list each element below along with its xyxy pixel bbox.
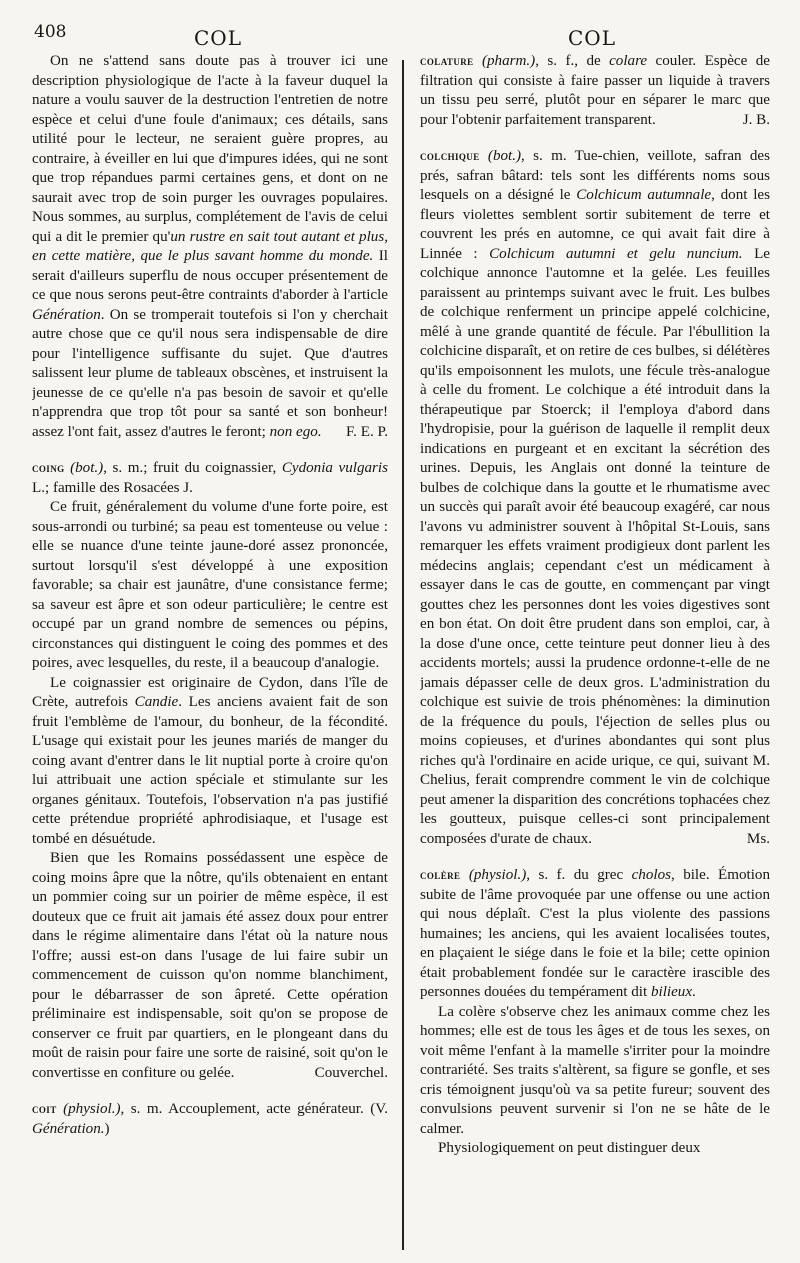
headword: colère <box>420 868 461 882</box>
entry-colchique: colchique (bot.), s. m. Tue-chien, veillote, safran des prés, safran bâtard: tels sont les différents noms sous lesquels on a désigné le Colchicum autumnale, dont les fleurs violettes semblent sortir subitement de terre et couvrent les prés en automne, ce qui avait fait dire à Linnée : Colchicum autumni et gelu nuncium. Le colchique annonce l'automne et la gelée. Les feuilles paraissent au printemps suivant avec le fruit. Les bulbes de colchique renferment un principe appelé colchicine, mêlé à une grande quantité de fécule. Par l'ébullition la colchicine disparaît, et on retire de ces bulbes, si délétères qu'ils empoisonnent les mulots, une fécule très-analogue à celle du froment. Le colchique a été introduit dans la thérapeutique par Stoerck; il l'employa d'abord dans l'hydropisie, pour la guérison de laquelle il remplit deux indications en purgeant et en excitant la sécrétion des urines. Depuis, les Anglais ont donné la teinture de bulbes de colchique dans la goutte et le rhumatisme avec un succès qui paraît avoir été beaucoup exagéré, car nous l'avons vu administrer souvent à l'hôpital St-Louis, sans remarquer les effets vraiment prodigieux dont parlent les médecins anglais; cependant c'est un médicament à essayer dans le cas de goutte, en commençant par vingt gouttes chez les personnes dont les voies digestives sont en bon état. On doit être prudent dans son emploi, car, à la dose d'une once, cette teinture peut donner lieu à des accidents mortels; aussi la prudence ordonne-t-elle de ne jamais dépasser celle de deux gros. L'administration du colchique est suivie de trois phénomènes: la diminution de la fréquence du pouls, l'éjection de selles plus ou moins copieuses, et d'urines abondantes qui sont plus riches qu'à l'ordinaire en acide urique, ce qui, suivant M. Chelius, ferait comprendre comment le vin de colchique peut amener la disparition des concrétions tophacées chez les goutteux, puisque celles-ci sont principalement composées d'urate de chaux. Ms. <box>420 147 770 849</box>
signature: J. B. <box>742 111 770 128</box>
running-head-right: COL <box>568 26 616 50</box>
entry-colature: colature (pharm.), s. f., de colare couler. Espèce de filtration qui consiste à faire passer un liquide à travers un tissu peu serré, plutôt pour en séparer le marc que pour l'obtenir parfaitement transparent. J. B. <box>420 52 770 130</box>
page-number: 408 <box>34 22 67 42</box>
paragraph: Ce fruit, généralement du volume d'une forte poire, est sous-arrondi ou turbiné; sa peau est tomenteuse ou velue : elle se nuance d'une teinte jaune-doré assez prononcée, surtout lorsqu'il s'est développé à une exposition favorable; sa chair est jaunâtre, d'une consistance ferme; sa saveur est âpre et son odeur particulière; le centre est occupé par un grand nombre de semences ou pépins, circonstances qui distinguent le coing des pommes et des poires, avec lesquelles, du reste, il a beaucoup d'analogie. <box>32 499 388 671</box>
paragraph: Physiologiquement on peut distinguer deux <box>438 1140 701 1156</box>
right-column <box>420 52 770 1252</box>
signature: Ms. <box>746 830 770 847</box>
entry-colere: colère (physiol.), s. f. du grec cholos, bile. Émotion subite de l'âme provoquée par une offense ou une action qui nous déplaît. C'est la plus violente des passions humaines; les anciens, qui les avaient localisées toutes, en plaçaient le siége dans le foie et la bile; cette opinion était probablement fondée sur le caractère irascible des personnes douées du tempérament dit bilieux. <box>420 867 770 1000</box>
headword: colature <box>420 54 474 68</box>
entry-coit: coit (physiol.), s. m. Accouplement, acte générateur. (V. Génération.) <box>32 1101 388 1137</box>
headword: coit <box>32 1102 57 1116</box>
signature: Couverchel. <box>314 1064 388 1081</box>
paragraph: Le coignassier est originaire de Cydon, dans l'île de Crète, autrefois Candie. Les anciens avaient fait de son fruit l'emblème de l'amour, du bonheur, de la fécondité. L'usage qui existait pour les jeunes mariés de manger du coing avant d'entrer dans le lit nuptial porte à croire qu'on lui attribuait une action spéciale et stimulante sur les organes génitaux. Toutefois, l'observation n'a pas justifié cette prétendue propriété aphrodisiaque, et l'usage est tombé en désuétude. <box>32 674 388 847</box>
headword: coing <box>32 461 65 475</box>
signature: F. E. P. <box>346 423 388 440</box>
paragraph: La colère s'observe chez les animaux comme chez les hommes; elle est de tous les âges et de tous les sexes, on voit même l'enfant à la mamelle s'irriter pour la moindre contrariété. Ses traits s'altèrent, sa figure se gonfle, et ses cris témoignent jusqu'où va sa petite fureur; souvent des convulsions peuvent survenir si l'on ne se hâte de le calmer. <box>420 1003 770 1137</box>
running-head-left: COL <box>194 26 242 50</box>
intro-paragraph: On ne s'attend sans doute pas à trouver ici une description physiologique de l'acte à la faveur duquel la nature a voulu sauver de la destruction l'entretien de notre espèce et celui d'une foule d'animaux; ces détails, sans utilité pour le lecteur, ne seraient guère propres, au contraire, à éveiller en lui que d'impures idées, qui ne sont que trop répandues parmi certaines gens, et dont on ne saurait avec trop de soin purger les ouvrages populaires. Nous sommes, au surplus, complétement de l'avis de celui qui a dit le premier qu'un rustre en sait tout autant et plus, en cette matière, que le plus savant homme du monde. Il serait d'ailleurs superflu de nous occuper présentement de ce que nous serons peut-être contraints d'aborder à l'article Génération. On se tromperait toutefois si l'on y cherchait autre chose que ce qu'il nous sera indispensable de dire pour l'intelligence suffisante du sujet. Que d'autres salissent leur plume de tableaux obscènes, et instruisent la jeunesse de ce qu'elle n'a pas besoin de savoir et qu'elle n'apprendra que trop tôt pour sa santé et son bonheur! assez l'ont fait, assez d'autres le feront; non ego. F. E. P. <box>32 52 388 442</box>
headword: colchique <box>420 149 480 163</box>
entry-coing: coing (bot.), s. m.; fruit du coignassier, Cydonia vulgaris L.; famille des Rosacées J. <box>32 460 388 496</box>
page-header <box>0 0 800 56</box>
left-column <box>32 52 388 1252</box>
paragraph: Bien que les Romains possédassent une espèce de coing moins âpre que la nôtre, qu'ils obtenaient en entant un pommier coing sur un poirier de même espèce, il est douteux que ce fruit ait jamais été assez doux pour entrer dans le régime alimentaire dans l'état où la nature nous l'offre; aussi est-on dans l'usage de lui faire subir un commencement de cuisson qu'on nomme blanchiment, pour le débarrasser de son âpreté. Cette opération préliminaire est indispensable, soit qu'on se propose de conserver ce fruit par quartiers, en le plongeant dans du moût de raisin pour faire une sorte de raisiné, soit qu'on le convertisse en confiture ou gelée. Couverchel. <box>32 849 388 1083</box>
column-divider <box>402 60 404 1250</box>
